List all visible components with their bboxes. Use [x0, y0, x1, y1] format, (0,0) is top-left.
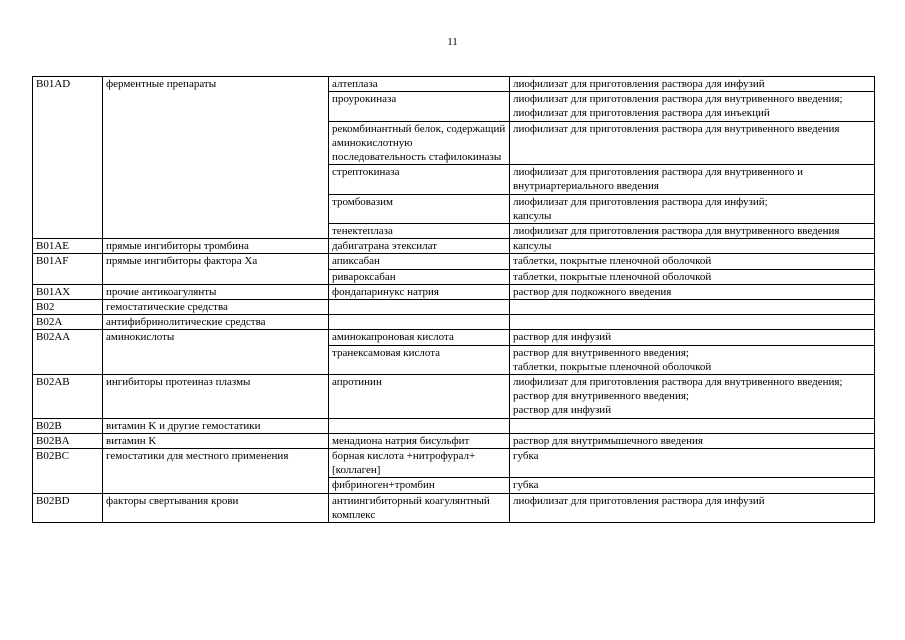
drug-name-cell: стрептокиназа	[329, 165, 510, 194]
dosage-form-cell: капсулы	[510, 239, 875, 254]
dosage-form-cell: лиофилизат для приготовления раствора для внутривенного введения; лиофилизат для приготовления раствора для инъекций	[510, 92, 875, 121]
table-row	[33, 330, 875, 345]
drug-name-cell: апиксабан	[329, 254, 510, 269]
table-row	[33, 433, 875, 448]
dosage-form-cell: таблетки, покрытые пленочной оболочкой	[510, 269, 875, 284]
atc-code-cell: B02	[33, 300, 103, 315]
group-name-cell: витамин K	[103, 433, 329, 448]
drug-name-cell: проурокиназа	[329, 92, 510, 121]
drug-name-cell: менадиона натрия бисульфит	[329, 433, 510, 448]
drug-name-cell: тенектеплаза	[329, 224, 510, 239]
drug-name-cell: транексамовая кислота	[329, 345, 510, 374]
drug-name-cell: борная кислота +нитрофурал+[коллаген]	[329, 449, 510, 478]
table-row	[33, 239, 875, 254]
dosage-form-cell: губка	[510, 478, 875, 493]
dosage-form-cell: раствор для подкожного введения	[510, 284, 875, 299]
drug-name-cell: фондапаринукс натрия	[329, 284, 510, 299]
dosage-form-cell: губка	[510, 449, 875, 478]
table-row	[33, 449, 875, 478]
atc-code-cell: B02BD	[33, 493, 103, 522]
dosage-form-cell: лиофилизат для приготовления раствора для внутривенного введения	[510, 121, 875, 165]
dosage-form-cell: раствор для инфузий	[510, 330, 875, 345]
drug-name-cell	[329, 300, 510, 315]
atc-code-cell: B02AB	[33, 375, 103, 419]
drug-name-cell: рекомбинантный белок, содержащий аминокислотную последовательность стафилокиназы	[329, 121, 510, 165]
atc-code-cell: B02BA	[33, 433, 103, 448]
drug-classification-table	[32, 76, 875, 523]
dosage-form-cell: лиофилизат для приготовления раствора для внутривенного и внутриартериального введения	[510, 165, 875, 194]
drug-name-cell: антиингибиторный коагулянтный комплекс	[329, 493, 510, 522]
atc-code-cell: B01AF	[33, 254, 103, 284]
drug-name-cell	[329, 315, 510, 330]
drug-name-cell: дабигатрана этексилат	[329, 239, 510, 254]
dosage-form-cell: лиофилизат для приготовления раствора для инфузий; капсулы	[510, 194, 875, 223]
group-name-cell: гемостатики для местного применения	[103, 449, 329, 494]
drug-name-cell: фибриноген+тромбин	[329, 478, 510, 493]
dosage-form-cell	[510, 418, 875, 433]
dosage-form-cell: лиофилизат для приготовления раствора для инфузий	[510, 77, 875, 92]
dosage-form-cell: раствор для внутримышечного введения	[510, 433, 875, 448]
group-name-cell: ингибиторы протеиназ плазмы	[103, 375, 329, 419]
atc-code-cell: B01AD	[33, 77, 103, 239]
group-name-cell: антифибринолитические средства	[103, 315, 329, 330]
dosage-form-cell: лиофилизат для приготовления раствора для внутривенного введения	[510, 224, 875, 239]
dosage-form-cell: раствор для внутривенного введения; таблетки, покрытые пленочной оболочкой	[510, 345, 875, 374]
atc-code-cell: B02B	[33, 418, 103, 433]
dosage-form-cell: таблетки, покрытые пленочной оболочкой	[510, 254, 875, 269]
atc-code-cell: B02BC	[33, 449, 103, 494]
table-row	[33, 418, 875, 433]
table-row	[33, 254, 875, 269]
table-row	[33, 284, 875, 299]
atc-code-cell: B02AA	[33, 330, 103, 375]
group-name-cell: прямые ингибиторы фактора Xa	[103, 254, 329, 284]
dosage-form-cell: лиофилизат для приготовления раствора для инфузий	[510, 493, 875, 522]
table-row	[33, 77, 875, 92]
dosage-form-cell: лиофилизат для приготовления раствора для внутривенного введения; раствор для внутривенного введения; раствор для инфузий	[510, 375, 875, 419]
drug-name-cell	[329, 418, 510, 433]
table-row	[33, 300, 875, 315]
group-name-cell: прочие антикоагулянты	[103, 284, 329, 299]
atc-code-cell: B01AE	[33, 239, 103, 254]
table-row	[33, 493, 875, 522]
dosage-form-cell	[510, 300, 875, 315]
group-name-cell: ферментные препараты	[103, 77, 329, 239]
group-name-cell: аминокислоты	[103, 330, 329, 375]
dosage-form-cell	[510, 315, 875, 330]
group-name-cell: прямые ингибиторы тромбина	[103, 239, 329, 254]
group-name-cell: гемостатические средства	[103, 300, 329, 315]
table-row	[33, 375, 875, 419]
group-name-cell: витамин K и другие гемостатики	[103, 418, 329, 433]
drug-name-cell: апротинин	[329, 375, 510, 419]
drug-name-cell: аминокапроновая кислота	[329, 330, 510, 345]
group-name-cell: факторы свертывания крови	[103, 493, 329, 522]
drug-name-cell: тромбовазим	[329, 194, 510, 223]
atc-code-cell: B01AX	[33, 284, 103, 299]
table-row	[33, 315, 875, 330]
atc-code-cell: B02A	[33, 315, 103, 330]
drug-name-cell: алтеплаза	[329, 77, 510, 92]
drug-name-cell: ривароксабан	[329, 269, 510, 284]
page-number: 11	[447, 36, 458, 48]
